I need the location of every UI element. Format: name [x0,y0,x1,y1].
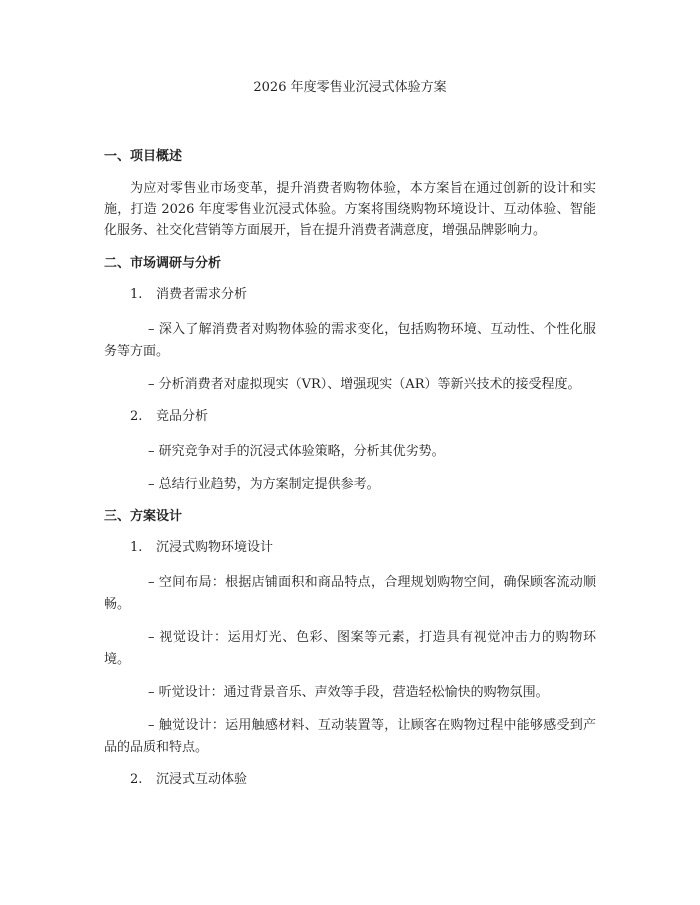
list-item-label: 沉浸式互动体验 [156,772,248,787]
bullet-audio-design: – 听觉设计：通过背景音乐、声效等手段，营造轻松愉快的购物氛围。 [148,685,549,700]
list-number: 2. [130,409,143,424]
list-item-interactive-experience [104,770,596,790]
list-number: 1. [130,287,143,302]
list-item-label: 消费者需求分析 [156,287,248,302]
bullet-consumer-needs-2: – 分析消费者对虚拟现实（VR）、增强现实（AR）等新兴技术的接受程度。 [148,377,581,392]
bullet-consumer-needs-1: – 深入了解消费者对购物体验的需求变化，包括购物环境、互动性、个性化服务等方面。 [104,322,596,359]
overview-paragraph: 为应对零售业市场变革，提升消费者购物体验，本方案旨在通过创新的设计和实施，打造 2026 年度零售业沉浸式体验。方案将围绕购物环境设计、互动体验、智能化服务、社交化营销等方面展开，旨在提升消费者满意度，增强品牌影响力。 [104,181,596,238]
document-title: 2026 年度零售业沉浸式体验方案 [253,80,447,95]
bullet-competitor-1: – 研究竞争对手的沉浸式体验策略，分析其优劣势。 [148,444,445,459]
list-item-consumer-needs [104,285,596,305]
list-number: 1. [130,540,143,555]
bullet-competitor-2: – 总结行业趋势，为方案制定提供参考。 [148,477,380,492]
list-item-label: 竞品分析 [156,409,209,424]
list-number: 2. [130,772,143,787]
section-heading-overview: 一、项目概述 [104,149,183,164]
section-heading-plan-design: 三、方案设计 [104,509,183,524]
section-heading-market-research: 二、市场调研与分析 [104,256,222,271]
bullet-tactile-design: – 触觉设计：运用触感材料、互动装置等，让顾客在购物过程中能够感受到产品的品质和特点。 [104,718,596,755]
bullet-visual-design: – 视觉设计：运用灯光、色彩、图案等元素，打造具有视觉冲击力的购物环境。 [104,630,596,667]
bullet-space-layout: – 空间布局：根据店铺面积和商品特点，合理规划购物空间，确保顾客流动顺畅。 [104,575,596,612]
list-item-environment-design [104,538,596,558]
list-item-label: 沉浸式购物环境设计 [156,540,274,555]
list-item-competitor-analysis [104,407,596,427]
